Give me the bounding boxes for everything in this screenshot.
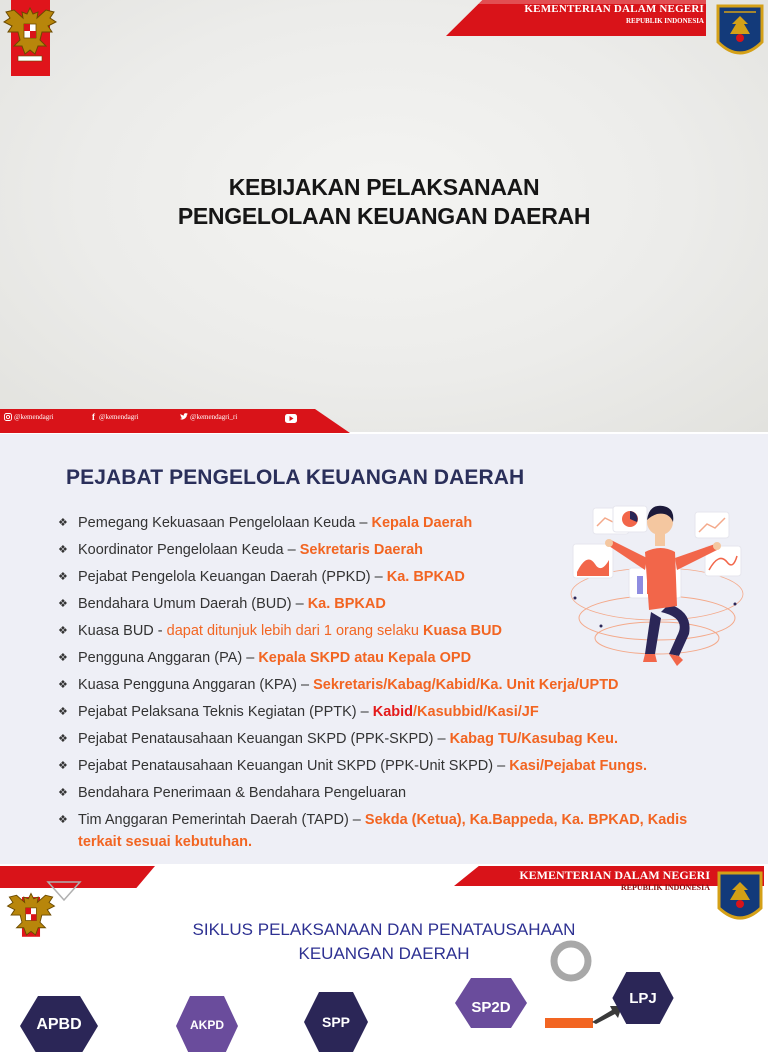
- step-bar-orange: [545, 1016, 593, 1028]
- diamond-bullet-icon: ❖: [58, 544, 68, 556]
- item-highlight: Sekda (Ketua), Ka.Bappeda, Ka. BPKAD, Kadis terkait sesuai kebutuhan.: [78, 812, 688, 850]
- diamond-bullet-icon: ❖: [58, 571, 68, 583]
- cover-title-line-2: PENGELOLAAN KEUANGAN DAERAH: [177, 203, 591, 229]
- slide-title: PEJABAT PENGELOLA KEUANGAN DAERAH: [66, 466, 525, 489]
- social-instagram[interactable]: [4, 413, 54, 421]
- list-item: [58, 782, 738, 809]
- social-youtube[interactable]: [285, 414, 299, 423]
- step-label-spp: SPP: [321, 1014, 350, 1030]
- diamond-bullet-icon: ❖: [58, 733, 68, 745]
- list-item: [58, 755, 738, 782]
- list-item: [58, 809, 728, 855]
- item-text: Pejabat Pelaksana Teknis Kegiatan (PPTK) –: [78, 704, 373, 720]
- cover-title-line-1: KEBIJAKAN PELAKSANAAN: [228, 174, 540, 200]
- item-highlight: Ka. BPKAD: [386, 569, 465, 585]
- social-handle: @kemendagri_ri: [190, 413, 238, 421]
- item-text: Kuasa BUD -: [78, 623, 167, 639]
- item-highlight: /Kasubbid/Kasi/JF: [413, 704, 539, 720]
- ministry-subtitle: REPUBLIK INDONESIA: [620, 883, 710, 892]
- item-text: Tim Anggaran Pemerintah Daerah (TAPD) –: [78, 812, 365, 828]
- item-text: Pejabat Penatausahaan Keuangan SKPD (PPK-SKPD) –: [78, 731, 450, 747]
- item-note: dapat ditunjuk lebih dari 1 orang selaku: [166, 623, 423, 639]
- ministry-subtitle: REPUBLIK INDONESIA: [626, 17, 704, 25]
- step-label-apbd: APBD: [36, 1016, 82, 1033]
- officials-slide: [0, 434, 768, 864]
- slide-title: [0, 918, 768, 966]
- diamond-bullet-icon: ❖: [58, 625, 68, 637]
- item-text: Kuasa Pengguna Anggaran (KPA) –: [78, 677, 314, 693]
- social-handle: @kemendagri: [99, 413, 139, 421]
- facebook-icon: f: [92, 412, 95, 422]
- item-highlight: Kuasa BUD: [423, 623, 502, 639]
- ministry-title: KEMENTERIAN DALAM NEGERI: [519, 868, 710, 882]
- analyst-illustration-icon: [565, 486, 750, 676]
- item-highlight-red: Kabid: [372, 704, 414, 720]
- list-item: [58, 701, 738, 728]
- list-item: [58, 674, 738, 701]
- step-label-akpd: AKPD: [189, 1018, 224, 1032]
- diamond-bullet-icon: ❖: [58, 679, 68, 691]
- social-twitter[interactable]: [180, 413, 237, 421]
- instagram-icon: [4, 413, 12, 421]
- step-label-lpj: LPJ: [629, 990, 657, 1007]
- cover-slide: [0, 0, 768, 432]
- garuda-emblem-icon: [2, 2, 58, 64]
- item-highlight: Sekretaris/Kabag/Kabid/Ka. Unit Kerja/UPTD: [313, 677, 619, 693]
- cover-title: [0, 173, 768, 231]
- ring-icon: [548, 938, 594, 984]
- item-text: Bendahara Penerimaan & Bendahara Pengeluaran: [78, 785, 407, 801]
- item-text: Pejabat Penatausahaan Keuangan Unit SKPD (PPK-Unit SKPD) –: [78, 758, 510, 774]
- list-item: [58, 728, 738, 755]
- diamond-bullet-icon: ❖: [58, 706, 68, 718]
- diamond-bullet-icon: ❖: [58, 598, 68, 610]
- item-highlight: Kepala SKPD atau Kepala OPD: [258, 650, 472, 666]
- step-label-sp2d: SP2D: [471, 999, 511, 1016]
- item-highlight: Kabag TU/Kasubag Keu.: [449, 731, 618, 747]
- diamond-bullet-icon: ❖: [58, 787, 68, 799]
- diamond-bullet-icon: ❖: [58, 517, 68, 529]
- kemendagri-seal-icon: [714, 2, 766, 62]
- diamond-bullet-icon: ❖: [58, 652, 68, 664]
- item-highlight: Kepala Daerah: [371, 515, 473, 531]
- ministry-title: KEMENTERIAN DALAM NEGERI: [524, 3, 704, 15]
- slide-title-line-2: KEUANGAN DAERAH: [298, 944, 470, 963]
- youtube-icon: [285, 414, 297, 423]
- item-text: Bendahara Umum Daerah (BUD) –: [78, 596, 308, 612]
- twitter-icon: [180, 413, 188, 421]
- diamond-bullet-icon: ❖: [58, 760, 68, 772]
- slide-title-line-1: SIKLUS PELAKSANAAN DAN PENATAUSAHAAN: [192, 920, 576, 939]
- item-highlight: Kasi/Pejabat Fungs.: [509, 758, 648, 774]
- cycle-slide: [0, 866, 768, 1033]
- diamond-bullet-icon: ❖: [58, 814, 68, 826]
- social-handle: @kemendagri: [14, 413, 54, 421]
- item-highlight: Ka. BPKAD: [307, 596, 386, 612]
- item-text: Koordinator Pengelolaan Keuda –: [78, 542, 300, 558]
- item-highlight: Sekretaris Daerah: [299, 542, 424, 558]
- item-text: Pengguna Anggaran (PA) –: [78, 650, 259, 666]
- social-facebook[interactable]: [92, 413, 139, 421]
- item-text: Pejabat Pengelola Keuangan Daerah (PPKD) –: [78, 569, 387, 585]
- item-text: Pemegang Kekuasaan Pengelolaan Keuda –: [78, 515, 372, 531]
